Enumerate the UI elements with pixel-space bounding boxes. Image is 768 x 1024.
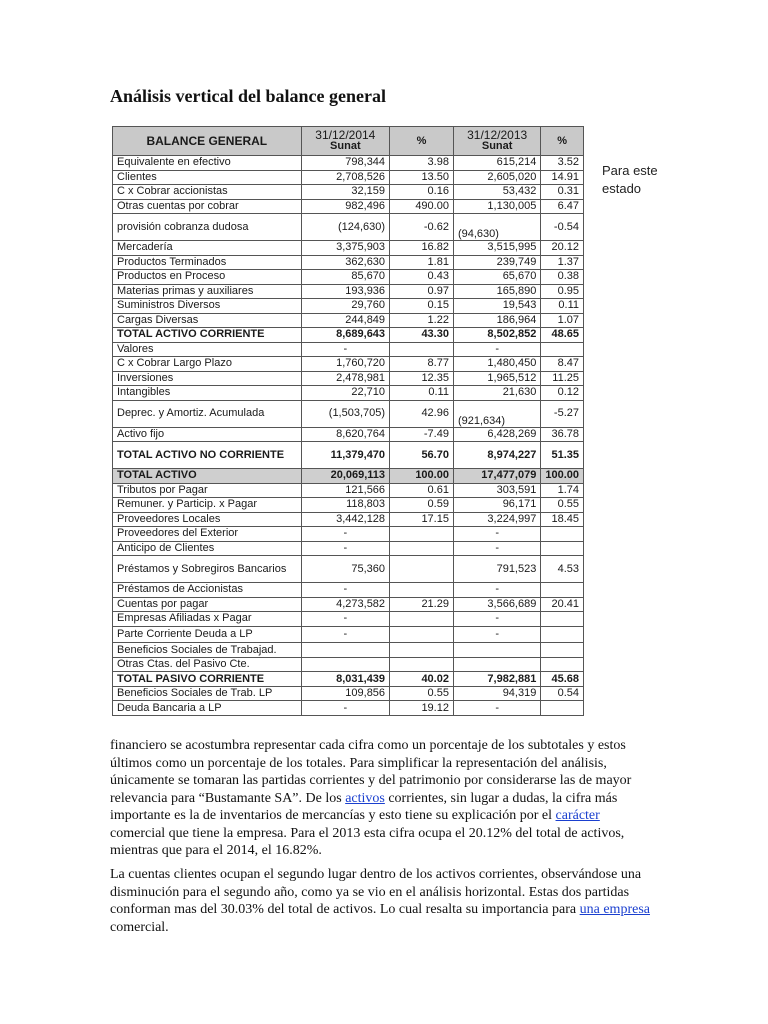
table-row (113, 214, 584, 241)
row-label: Préstamos y Sobregiros Bancarios (113, 556, 302, 583)
pct-2014: 40.02 (390, 672, 454, 687)
pct-2014: 100.00 (390, 469, 454, 484)
table-header-row (113, 127, 584, 156)
pct-2014 (390, 556, 454, 583)
pct-2014 (390, 541, 454, 556)
pct-2014 (390, 626, 454, 643)
pct-2013 (541, 701, 584, 716)
pct-2014: 43.30 (390, 328, 454, 343)
pct-2013: 0.54 (541, 686, 584, 701)
pct-2014: 12.35 (390, 371, 454, 386)
paragraph-1-text-b: corrientes, sin lugar a dudas, la cifra más importante es la de inventarios de mercancías y esto tiene su explicación por el (110, 790, 618, 823)
table-row (113, 342, 584, 357)
header-label: BALANCE GENERAL (113, 127, 302, 156)
table-row (113, 583, 584, 598)
table-row (113, 241, 584, 256)
value-2014: 29,760 (301, 299, 389, 314)
pct-2013: 1.74 (541, 483, 584, 498)
value-2013: 17,477,079 (453, 469, 540, 484)
pct-2014 (390, 527, 454, 542)
row-label: Otras Ctas. del Pasivo Cte. (113, 657, 302, 672)
pct-2014: 21.29 (390, 597, 454, 612)
value-2014: 8,031,439 (301, 672, 389, 687)
paragraph-2 (110, 866, 658, 936)
row-label: Productos Terminados (113, 255, 302, 270)
value-2014: - (301, 583, 389, 598)
pct-2014: 1.81 (390, 255, 454, 270)
row-label: C x Cobrar Largo Plazo (113, 357, 302, 372)
pct-2013: 36.78 (541, 427, 584, 442)
link-caracter[interactable]: carácter (555, 808, 600, 823)
value-2013: - (453, 701, 540, 716)
table-row (113, 556, 584, 583)
pct-2013: 18.45 (541, 512, 584, 527)
paragraph-1-text-a: financiero se acostumbra representar cada cifra como un porcentaje de los subtotales y estos últimos como un porcentaje de los totales. Para simplificar la representación del análisis, únicamente se tomaran las partidas corrientes y del patrimonio por considerarse las de mayor relevancia para “Bustamante SA”. De los (110, 738, 632, 806)
pct-2014: 16.82 (390, 241, 454, 256)
pct-2013: -0.54 (541, 214, 584, 241)
row-label: Deprec. y Amortiz. Acumulada (113, 400, 302, 427)
header-pct-2014: % (390, 127, 454, 156)
value-2014: - (301, 342, 389, 357)
pct-2014 (390, 583, 454, 598)
pct-2013: 6.47 (541, 199, 584, 214)
table-row (113, 400, 584, 427)
row-label: Beneficios Sociales de Trabajad. (113, 643, 302, 658)
value-2013 (453, 657, 540, 672)
value-2013: 8,502,852 (453, 328, 540, 343)
header-source-2013: Sunat (481, 140, 513, 152)
pct-2014: 42.96 (390, 400, 454, 427)
pct-2014: 0.11 (390, 386, 454, 401)
table-row (113, 657, 584, 672)
pct-2013: 0.12 (541, 386, 584, 401)
row-label: Inversiones (113, 371, 302, 386)
table-row (113, 170, 584, 185)
pct-2014: 0.15 (390, 299, 454, 314)
value-2014: - (301, 626, 389, 643)
pct-2014: 0.55 (390, 686, 454, 701)
value-2013: 19,543 (453, 299, 540, 314)
pct-2013: 0.31 (541, 185, 584, 200)
value-2013: - (453, 583, 540, 598)
value-2014: 109,856 (301, 686, 389, 701)
row-label: Activo fijo (113, 427, 302, 442)
value-2013: 1,965,512 (453, 371, 540, 386)
table-row (113, 156, 584, 171)
table-row (113, 643, 584, 658)
row-label: TOTAL PASIVO CORRIENTE (113, 672, 302, 687)
row-label: TOTAL ACTIVO CORRIENTE (113, 328, 302, 343)
table-row (113, 386, 584, 401)
value-2014: 2,478,981 (301, 371, 389, 386)
row-label: Clientes (113, 170, 302, 185)
row-label: Suministros Diversos (113, 299, 302, 314)
table-row (113, 185, 584, 200)
pct-2014 (390, 612, 454, 627)
value-2013: 3,515,995 (453, 241, 540, 256)
pct-2013 (541, 541, 584, 556)
value-2014: - (301, 612, 389, 627)
pct-2013: 11.25 (541, 371, 584, 386)
value-2013: 3,224,997 (453, 512, 540, 527)
row-label: Deuda Bancaria a LP (113, 701, 302, 716)
pct-2013 (541, 626, 584, 643)
header-pct-2013: % (541, 127, 584, 156)
pct-2014: 0.16 (390, 185, 454, 200)
header-year-2013 (453, 127, 540, 156)
pct-2013: 14.91 (541, 170, 584, 185)
value-2013: 303,591 (453, 483, 540, 498)
row-label: Materias primas y auxiliares (113, 284, 302, 299)
value-2013: - (453, 527, 540, 542)
pct-2014: 3.98 (390, 156, 454, 171)
table-row (113, 672, 584, 687)
pct-2013: 3.52 (541, 156, 584, 171)
value-2013: 186,964 (453, 313, 540, 328)
row-label: Anticipo de Clientes (113, 541, 302, 556)
value-2014: 193,936 (301, 284, 389, 299)
value-2013: 8,974,227 (453, 442, 540, 469)
value-2014: 118,803 (301, 498, 389, 513)
value-2013: 96,171 (453, 498, 540, 513)
table-row (113, 313, 584, 328)
pct-2014: 0.43 (390, 270, 454, 285)
pct-2014: 56.70 (390, 442, 454, 469)
pct-2013: 51.35 (541, 442, 584, 469)
value-2014: (1,503,705) (301, 400, 389, 427)
pct-2014: 0.97 (390, 284, 454, 299)
row-label: Proveedores Locales (113, 512, 302, 527)
row-label: Equivalente en efectivo (113, 156, 302, 171)
value-2014 (301, 643, 389, 658)
paragraph-1 (110, 737, 658, 860)
header-date-2013: 31/12/2013 (467, 128, 528, 142)
pct-2014 (390, 657, 454, 672)
row-label: Cargas Diversas (113, 313, 302, 328)
paragraph-2-text-b: comercial. (110, 919, 169, 935)
pct-2013: 0.38 (541, 270, 584, 285)
pct-2014: 8.77 (390, 357, 454, 372)
table-row (113, 498, 584, 513)
pct-2014: 490.00 (390, 199, 454, 214)
value-2013: - (453, 541, 540, 556)
pct-2014: -0.62 (390, 214, 454, 241)
paragraph-2-text-a: La cuentas clientes ocupan el segundo lugar dentro de los activos corrientes, observándose una disminución para el segundo año, como ya se vio en el análisis horizontal. Estas dos partidas conforman mas del 30.03% del total de activos. Lo cual resalta su importancia para (110, 867, 642, 917)
pct-2013: 100.00 (541, 469, 584, 484)
header-year-2014 (301, 127, 389, 156)
table-row (113, 626, 584, 643)
row-label: C x Cobrar accionistas (113, 185, 302, 200)
pct-2013: 0.11 (541, 299, 584, 314)
pct-2014 (390, 342, 454, 357)
pct-2014: 0.61 (390, 483, 454, 498)
value-2014: 11,379,470 (301, 442, 389, 469)
pct-2013 (541, 583, 584, 598)
row-label: Otras cuentas por cobrar (113, 199, 302, 214)
pct-2013: 1.07 (541, 313, 584, 328)
pct-2014: 19.12 (390, 701, 454, 716)
table-row (113, 512, 584, 527)
value-2013: 3,566,689 (453, 597, 540, 612)
value-2014: 2,708,526 (301, 170, 389, 185)
table-row (113, 270, 584, 285)
row-label: Parte Corriente Deuda a LP (113, 626, 302, 643)
header-date-2014: 31/12/2014 (315, 128, 376, 142)
pct-2013 (541, 612, 584, 627)
value-2014: 3,442,128 (301, 512, 389, 527)
row-label: Préstamos de Accionistas (113, 583, 302, 598)
value-2013: (94,630) (453, 214, 540, 241)
pct-2013: 0.95 (541, 284, 584, 299)
value-2013: - (453, 612, 540, 627)
pct-2014: 13.50 (390, 170, 454, 185)
table-row (113, 469, 584, 484)
table-row (113, 284, 584, 299)
link-activos[interactable]: activos (345, 790, 385, 806)
table-row (113, 299, 584, 314)
paragraph-1-text-c: comercial que tiene la empresa. Para el 2013 esta cifra ocupa el 20.12% del total de activos, mientras que para el 2014, el 16.82%. (110, 825, 625, 858)
table-row (113, 612, 584, 627)
row-label: Intangibles (113, 386, 302, 401)
value-2013: - (453, 626, 540, 643)
side-note: Para este estado (602, 163, 658, 196)
table-row (113, 199, 584, 214)
pct-2013 (541, 342, 584, 357)
value-2014: 85,670 (301, 270, 389, 285)
value-2013: 21,630 (453, 386, 540, 401)
table-row (113, 357, 584, 372)
value-2013: 239,749 (453, 255, 540, 270)
value-2013: 6,428,269 (453, 427, 540, 442)
pct-2013: 45.68 (541, 672, 584, 687)
row-label: provisión cobranza dudosa (113, 214, 302, 241)
table-row (113, 427, 584, 442)
value-2014: 20,069,113 (301, 469, 389, 484)
table-row (113, 371, 584, 386)
table-row (113, 328, 584, 343)
pct-2013: 4.53 (541, 556, 584, 583)
value-2013: 53,432 (453, 185, 540, 200)
row-label: Remuner. y Particip. x Pagar (113, 498, 302, 513)
value-2014: 4,273,582 (301, 597, 389, 612)
table-row (113, 701, 584, 716)
table-body (113, 156, 584, 716)
value-2013: 7,982,881 (453, 672, 540, 687)
value-2014: 362,630 (301, 255, 389, 270)
value-2014: 982,496 (301, 199, 389, 214)
value-2014: 798,344 (301, 156, 389, 171)
value-2013: (921,634) (453, 400, 540, 427)
row-label: TOTAL ACTIVO NO CORRIENTE (113, 442, 302, 469)
row-label: Empresas Afiliadas x Pagar (113, 612, 302, 627)
table-row (113, 597, 584, 612)
value-2013: 165,890 (453, 284, 540, 299)
value-2013: 65,670 (453, 270, 540, 285)
pct-2013: 8.47 (541, 357, 584, 372)
pct-2014: 0.59 (390, 498, 454, 513)
value-2014: - (301, 701, 389, 716)
table-row (113, 442, 584, 469)
value-2013: 791,523 (453, 556, 540, 583)
pct-2013 (541, 643, 584, 658)
pct-2013: 1.37 (541, 255, 584, 270)
pct-2013: 48.65 (541, 328, 584, 343)
value-2014: 3,375,903 (301, 241, 389, 256)
value-2014: 1,760,720 (301, 357, 389, 372)
pct-2013 (541, 657, 584, 672)
pct-2013: 20.12 (541, 241, 584, 256)
pct-2013 (541, 527, 584, 542)
table-row (113, 483, 584, 498)
header-source-2014: Sunat (330, 140, 361, 152)
value-2014: 75,360 (301, 556, 389, 583)
row-label: Proveedores del Exterior (113, 527, 302, 542)
pct-2014: -7.49 (390, 427, 454, 442)
row-label: TOTAL ACTIVO (113, 469, 302, 484)
pct-2014: 1.22 (390, 313, 454, 328)
value-2014: (124,630) (301, 214, 389, 241)
pct-2013: 20.41 (541, 597, 584, 612)
value-2014 (301, 657, 389, 672)
row-label: Cuentas por pagar (113, 597, 302, 612)
table-row (113, 541, 584, 556)
value-2013: 1,480,450 (453, 357, 540, 372)
value-2014: 32,159 (301, 185, 389, 200)
row-label: Mercadería (113, 241, 302, 256)
pct-2014 (390, 643, 454, 658)
value-2014: 244,849 (301, 313, 389, 328)
value-2014: - (301, 541, 389, 556)
value-2014: 22,710 (301, 386, 389, 401)
value-2013: - (453, 342, 540, 357)
table-row (113, 527, 584, 542)
value-2014: 8,620,764 (301, 427, 389, 442)
value-2013: 1,130,005 (453, 199, 540, 214)
value-2014: - (301, 527, 389, 542)
link-una-empresa[interactable]: una empresa (579, 902, 650, 917)
pct-2013: -5.27 (541, 400, 584, 427)
value-2014: 8,689,643 (301, 328, 389, 343)
page-title: Análisis vertical del balance general (110, 86, 386, 106)
pct-2014: 17.15 (390, 512, 454, 527)
pct-2013: 0.55 (541, 498, 584, 513)
balance-table (112, 126, 584, 716)
row-label: Valores (113, 342, 302, 357)
value-2013: 94,319 (453, 686, 540, 701)
row-label: Productos en Proceso (113, 270, 302, 285)
balance-table-container (112, 126, 584, 716)
row-label: Tributos por Pagar (113, 483, 302, 498)
value-2013: 2,605,020 (453, 170, 540, 185)
value-2013: 615,214 (453, 156, 540, 171)
table-row (113, 255, 584, 270)
row-label: Beneficios Sociales de Trab. LP (113, 686, 302, 701)
value-2014: 121,566 (301, 483, 389, 498)
table-row (113, 686, 584, 701)
value-2013 (453, 643, 540, 658)
